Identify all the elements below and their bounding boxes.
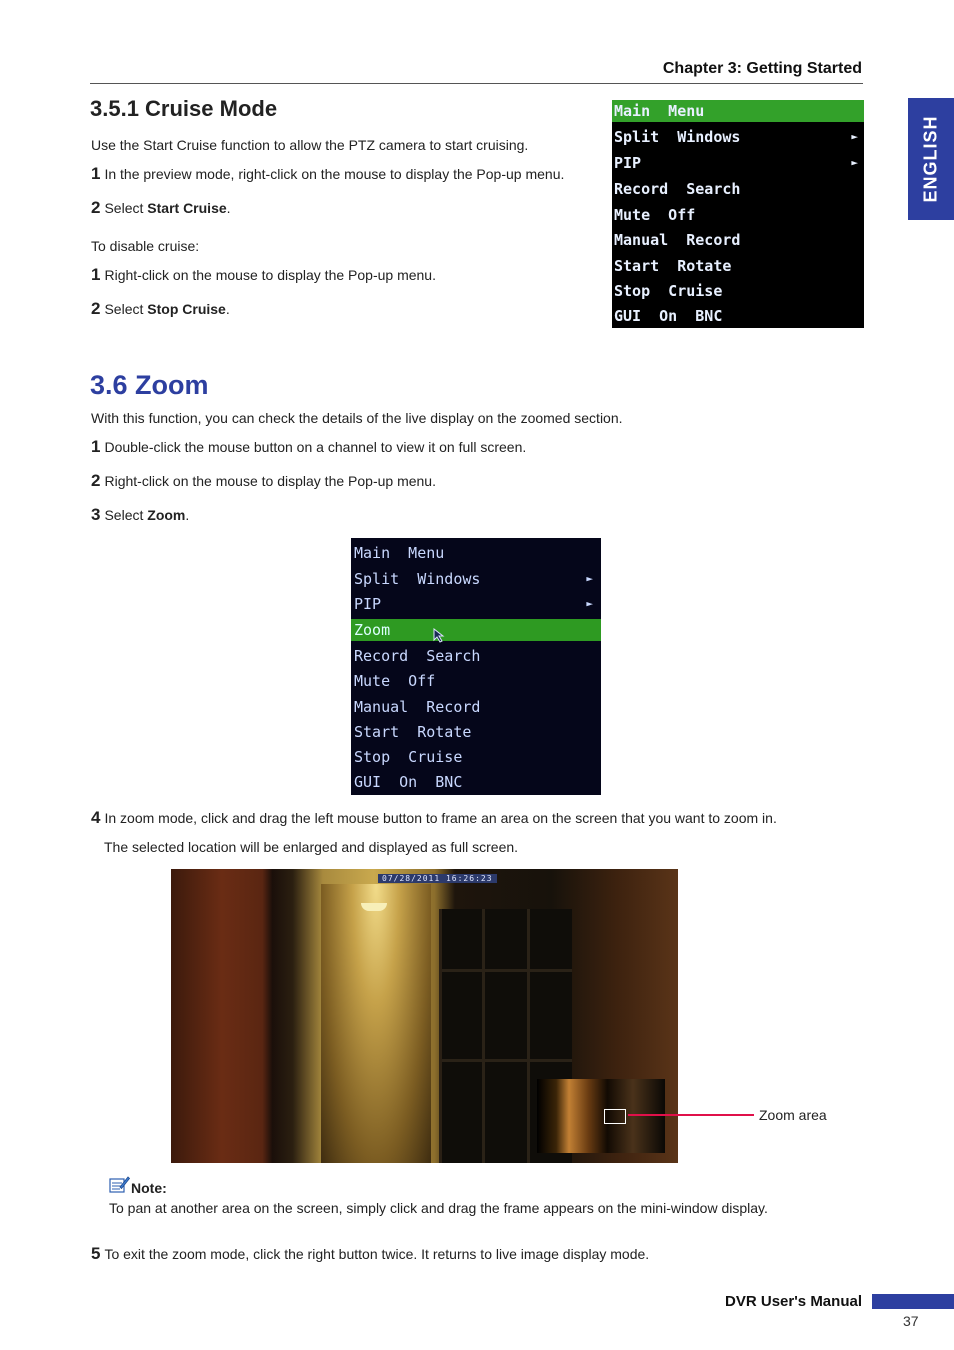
zoom-intro: With this function, you can check the details of the live display on the zoomed section. bbox=[91, 410, 623, 426]
popup-menu-cruise bbox=[612, 100, 864, 328]
popup-menu-zoom bbox=[351, 538, 601, 795]
chapter-title: Chapter 3: Getting Started bbox=[662, 60, 862, 77]
submenu-arrow-icon: ► bbox=[851, 130, 858, 143]
zoom-area-label: Zoom area bbox=[759, 1107, 827, 1123]
zoom-frame-selector[interactable] bbox=[604, 1109, 626, 1124]
zoom-step-3: 3 Select Zoom. bbox=[91, 505, 190, 524]
menu-item-start-rotate[interactable]: Start Rotate bbox=[614, 257, 732, 275]
note-icon bbox=[108, 1175, 130, 1193]
menu-item-manual-record[interactable]: Manual Record bbox=[354, 698, 481, 716]
menu-item-mute-off[interactable]: Mute Off bbox=[614, 206, 696, 224]
submenu-arrow-icon: ► bbox=[586, 572, 593, 585]
header-divider bbox=[90, 83, 863, 84]
mini-window-preview[interactable] bbox=[537, 1079, 665, 1153]
menu-item-split-windows[interactable]: Split Windows ► bbox=[614, 128, 858, 146]
zoom-step-2: 2 Right-click on the mouse to display the Pop-up menu. bbox=[91, 471, 436, 490]
note-text: To pan at another area on the screen, simply click and drag the frame appears on the mini-window display. bbox=[109, 1200, 768, 1216]
footer-manual-title: DVR User's Manual bbox=[725, 1293, 862, 1310]
section-title-cruise: 3.5.1 Cruise Mode bbox=[90, 96, 278, 121]
menu-item-manual-record[interactable]: Manual Record bbox=[614, 231, 741, 249]
language-tab-label: ENGLISH bbox=[920, 115, 941, 203]
menu-item-gui-on-bnc[interactable]: GUI On BNC bbox=[354, 773, 463, 791]
language-tab bbox=[908, 98, 954, 220]
menu-item-main-menu[interactable]: Main Menu bbox=[354, 544, 445, 562]
menu-item-split-windows[interactable]: Split Windows ► bbox=[354, 570, 593, 588]
cruise-step-2: 2 Select Start Cruise. bbox=[91, 198, 231, 217]
disable-step-2: 2 Select Stop Cruise. bbox=[91, 299, 230, 318]
camera-timestamp: 07/28/2011 16:26:23 bbox=[378, 874, 497, 883]
cruise-step-1: 1 In the preview mode, right-click on the mouse to display the Pop-up menu. bbox=[91, 164, 565, 183]
mouse-cursor-icon bbox=[433, 628, 445, 643]
menu-item-stop-cruise[interactable]: Stop Cruise bbox=[614, 282, 723, 300]
camera-zoom-screenshot bbox=[171, 869, 678, 1163]
menu-item-main-menu[interactable]: Main Menu bbox=[612, 100, 864, 122]
disable-cruise-label: To disable cruise: bbox=[91, 238, 200, 254]
disable-step-1: 1 Right-click on the mouse to display the Pop-up menu. bbox=[91, 265, 436, 284]
wall-lamp bbox=[361, 903, 387, 911]
menu-item-stop-cruise[interactable]: Stop Cruise bbox=[354, 748, 463, 766]
zoom-step-4: 4 In zoom mode, click and drag the left mouse button to frame an area on the screen that you want to zoom in. bbox=[91, 808, 777, 827]
footer-accent-bar bbox=[872, 1294, 954, 1309]
zoom-step-4-continued: The selected location will be enlarged and displayed as full screen. bbox=[104, 839, 519, 855]
zoom-step-1: 1 Double-click the mouse button on a channel to view it on full screen. bbox=[91, 437, 527, 456]
section-title-zoom: 3.6 Zoom bbox=[90, 370, 209, 400]
zoom-area-callout-line bbox=[628, 1114, 754, 1116]
menu-item-pip[interactable]: PIP ► bbox=[354, 595, 593, 613]
submenu-arrow-icon: ► bbox=[851, 156, 858, 169]
menu-item-record-search[interactable]: Record Search bbox=[354, 647, 481, 665]
menu-item-mute-off[interactable]: Mute Off bbox=[354, 672, 436, 690]
lit-wall bbox=[321, 884, 431, 1163]
menu-item-pip[interactable]: PIP ► bbox=[614, 154, 858, 172]
menu-item-start-rotate[interactable]: Start Rotate bbox=[354, 723, 472, 741]
submenu-arrow-icon: ► bbox=[586, 597, 593, 610]
page-number: 37 bbox=[903, 1313, 919, 1329]
zoom-step-5: 5 To exit the zoom mode, click the right button twice. It returns to live image display mode. bbox=[91, 1244, 650, 1263]
menu-item-gui-on-bnc[interactable]: GUI On BNC bbox=[614, 307, 723, 325]
cruise-intro: Use the Start Cruise function to allow the PTZ camera to start cruising. bbox=[91, 137, 529, 153]
menu-item-zoom[interactable]: Zoom bbox=[351, 619, 601, 641]
menu-item-record-search[interactable]: Record Search bbox=[614, 180, 741, 198]
note-label: Note: bbox=[131, 1180, 167, 1196]
